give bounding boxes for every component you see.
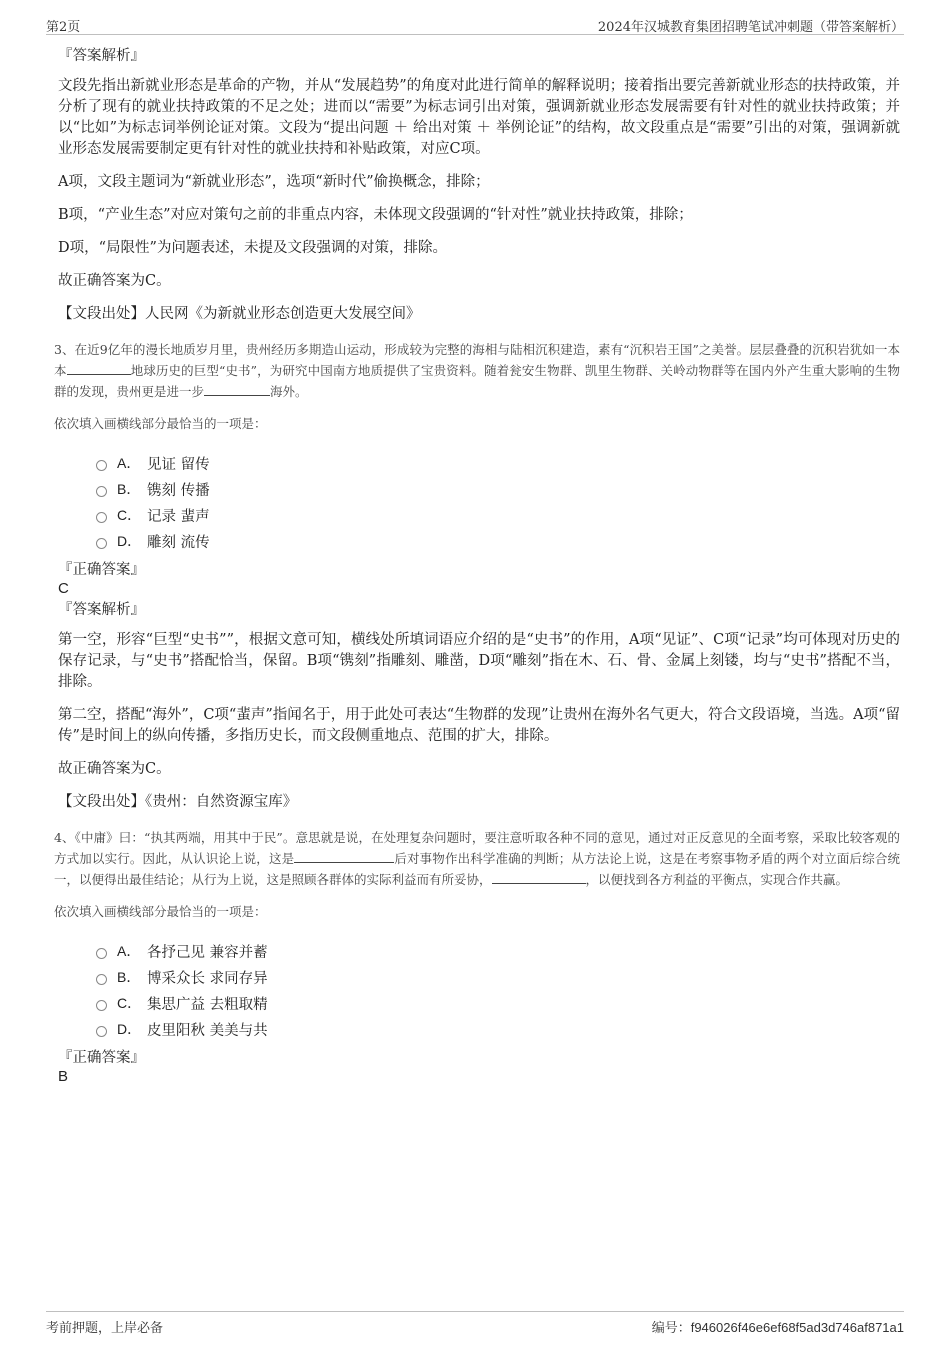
radio-icon[interactable] bbox=[96, 974, 107, 985]
correct-answer: B bbox=[58, 1068, 69, 1085]
analysis-label: 『答案解析』 bbox=[58, 602, 145, 618]
conclusion: 故正确答案为C。 bbox=[58, 273, 171, 289]
analysis-paragraph: B项，“产业生态”对应对策句之前的非重点内容，未体现文段强调的“针对性”就业扶持政策，排除； bbox=[58, 207, 693, 223]
page-header bbox=[46, 14, 904, 35]
fill-blank bbox=[294, 848, 394, 863]
footer-slogan: 考前押题，上岸必备 bbox=[46, 1321, 164, 1336]
fill-blank bbox=[204, 381, 270, 396]
source-citation: 【文段出处】《贵州：自然资源宝库》 bbox=[58, 794, 298, 810]
source-citation: 【文段出处】人民网《为新就业形态创造更大发展空间》 bbox=[58, 306, 421, 322]
question-4-text: 4、《中庸》曰：“执其两端，用其中于民”。意思就是说，在处理复杂问题时，要注意听取各种不同的意见，通过对正反意见的全面考察，采取比较客观的方式加以实行。因此，从认识论上说，这是 后对事物作出科学准确的判断；从方法论上说，这是在考察事物矛盾的两个对立面后综合统一，以便得出最佳结论；从行为上说，这是照顾各群体的实际利益而有所妥协， ，以便找到各方利益的平衡点，实现合作共赢。 bbox=[54, 830, 900, 887]
radio-icon[interactable] bbox=[96, 1026, 107, 1037]
option-c[interactable]: C． 记录 蜚声 bbox=[96, 502, 900, 528]
answer-label: 『正确答案』 bbox=[58, 562, 145, 578]
page-number: 第2页 bbox=[46, 20, 81, 35]
question-3-text: 3、在近9亿年的漫长地质岁月里，贵州经历多期造山运动，形成较为完整的海相与陆相沉积建造，素有“沉积岩王国”之美誉。层层叠叠的沉积岩犹如一本本 地球历史的巨型“史书”，为研究中国南方地质提供了宝贵资料。随着瓮安生物群、凯里生物群、关岭动物群等在国内外产生重大影响的生物群的发现，贵州更是进一步 海外。 bbox=[54, 342, 900, 399]
document-code: 编号：f946026f46e6ef68f5ad3d746af871a1 bbox=[651, 1320, 904, 1336]
fill-blank bbox=[67, 360, 131, 375]
question-4-prompt: 依次填入画横线部分最恰当的一项是： bbox=[54, 904, 267, 919]
radio-icon[interactable] bbox=[96, 460, 107, 471]
question-3-prompt: 依次填入画横线部分最恰当的一项是： bbox=[54, 416, 267, 431]
radio-icon[interactable] bbox=[96, 486, 107, 497]
radio-icon[interactable] bbox=[96, 948, 107, 959]
analysis-paragraph: 第二空，搭配“海外”，C项“蜚声”指闻名于，用于此处可表达“生物群的发现”让贵州在海外名气更大，符合文段语境，当选。A项“留传”是时间上的纵向传播，多指历史长，而文段侧重地点、范围的扩大，排除。 bbox=[58, 707, 900, 744]
analysis-paragraph: 文段先指出新就业形态是革命的产物，并从“发展趋势”的角度对此进行简单的解释说明；接着指出要完善新就业形态的扶持政策，并分析了现有的就业扶持政策的不足之处；进而以“需要”为标志词引出对策，强调新就业形态发展需要有针对性的就业扶持政策；并以“比如”为标志词举例论证对策。文段为“提出问题 ＋ 给出对策 ＋ 举例论证”的结构，故文段重点是“需要”引出的对策，强调新就业形态发展需要制定更有针对性的就业扶持和补贴政策，对应C项。 bbox=[58, 78, 900, 157]
option-c[interactable]: C． 集思广益 去粗取精 bbox=[96, 990, 900, 1016]
option-b[interactable]: B． 博采众长 求同存异 bbox=[96, 964, 900, 990]
answer-label: 『正确答案』 bbox=[58, 1050, 145, 1066]
fill-blank bbox=[492, 869, 586, 884]
question-4-options bbox=[96, 938, 900, 1042]
analysis-paragraph: A项，文段主题词为“新就业形态”，选项“新时代”偷换概念，排除； bbox=[58, 174, 490, 190]
conclusion: 故正确答案为C。 bbox=[58, 761, 171, 777]
option-a[interactable]: A． 各抒己见 兼容并蓄 bbox=[96, 938, 900, 964]
correct-answer: C bbox=[58, 580, 69, 597]
document-title: 2024年汉城教育集团招聘笔试冲刺题（带答案解析） bbox=[597, 20, 904, 35]
analysis-label: 『答案解析』 bbox=[58, 48, 145, 64]
question-3-options bbox=[96, 450, 900, 554]
page-footer bbox=[46, 1311, 904, 1334]
option-a[interactable]: A． 见证 留传 bbox=[96, 450, 900, 476]
page-content bbox=[54, 46, 900, 1086]
radio-icon[interactable] bbox=[96, 512, 107, 523]
radio-icon[interactable] bbox=[96, 538, 107, 549]
option-d[interactable]: D． 皮里阳秋 美美与共 bbox=[96, 1016, 900, 1042]
option-d[interactable]: D． 雕刻 流传 bbox=[96, 528, 900, 554]
option-b[interactable]: B． 镌刻 传播 bbox=[96, 476, 900, 502]
analysis-paragraph: D项，“局限性”为问题表述，未提及文段强调的对策，排除。 bbox=[58, 240, 447, 256]
radio-icon[interactable] bbox=[96, 1000, 107, 1011]
analysis-paragraph: 第一空，形容“巨型“史书””，根据文意可知，横线处所填词语应介绍的是“史书”的作用，A项“见证”、C项“记录”均可体现对历史的保存记录，与“史书”搭配恰当，保留。B项“镌刻”指雕刻、雕凿，D项“雕刻”指在木、石、骨、金属上刻镂，均与“史书”搭配不当，排除。 bbox=[58, 632, 900, 690]
